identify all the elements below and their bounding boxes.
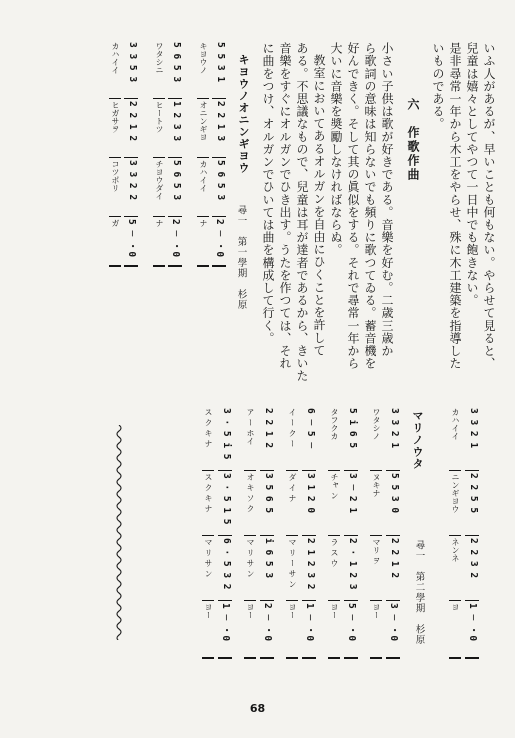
measure: 2 1 2 3 2 [302,535,316,600]
measure: 5 i 6 5 [347,408,358,449]
measure: 5 5 3 0 [386,470,400,535]
song2-staff1-lyrics [449,408,461,659]
song1-staff1-lyrics [197,42,209,267]
measure: 3 3 2 1 [389,408,400,449]
measure: 2 2 1 2 [263,408,274,449]
lyric: マ リ サ ン [202,535,214,600]
song2-staff5-lyrics [244,408,256,659]
wavy-divider [113,425,125,640]
song1-staff2-lyrics [153,42,165,267]
measure: 3 3 2 2 [124,157,138,216]
section-line-7: 音樂をすぐにオルガンでひき出す。うたを作つては、それ [278,42,292,370]
measure: 5 5 3 1 [215,42,226,83]
section-line-5: 教室においてあるオルガンを自由にひくことを許して [312,54,326,357]
song2-staff2-lyrics [370,408,382,659]
lyric: ス ク キ ナ [204,408,213,448]
song1-staff3-notes [124,42,138,267]
measure: 3 ─ ・0 [386,600,400,659]
section-line-8: に曲をつけ、オルガンでひいては曲を構成して行く。 [261,42,275,345]
section-line-4: 大いに音樂を奬勵しなければならぬ。 [329,42,343,257]
measure: i 6 5 3 [260,535,274,600]
measure: 1 ─ ・0 [302,600,316,659]
song2-staff6-lyrics [202,408,214,659]
measure: 3 ─ 2 1 [344,470,358,535]
lyric: ヌキナ [370,470,382,535]
section-line-2: ら歌詞の意味は知らないでも頻りに歌つてゐる。蓄音機を [363,42,377,370]
measure: 6 ─ 5 ─ [305,408,316,449]
lyric: ヨ [449,600,461,659]
measure: 6 · 5 3 2 [218,535,232,600]
section-heading: 六 作歌作曲 [406,98,420,182]
song2-staff3-notes [344,408,358,659]
lyric: ヨー [328,600,340,659]
lyric: ダ イ ナ [286,470,298,535]
lyric: カハイイ [197,157,209,216]
lyric: ヒガサヲ [109,98,121,157]
song1-staff2-notes [168,42,182,267]
measure: 3 1 2 0 [302,470,316,535]
song2-title: マリノウタ [411,410,424,470]
lyric: カハイイ [451,408,460,440]
lyric: ラ ス ウ [328,535,340,600]
intro-line-1: いふ人があるが、早いことも何もない。やらせて見ると、 [482,42,496,370]
song2-staff5-notes [260,408,274,659]
lyric: ヨー [286,600,298,659]
lyric: タフクカ [330,408,339,440]
song2-staff4-lyrics [286,408,298,659]
measure: 5 ─ ・0 [344,600,358,659]
lyric: マ リ ー サ ン [286,535,298,600]
measure: 3 3 2 1 [468,408,479,449]
song1-title: キヨウノオニンギヨウ [237,54,250,174]
song2-staff3-lyrics [328,408,340,659]
measure: 1 ─ ・0 [218,600,232,659]
song1-byline: 尋一 第一學期 杉原 [235,205,247,310]
measure: 2 · 1 2 3 [344,535,358,600]
measure: 5 6 5 3 [168,157,182,216]
lyric: チャ ン [328,470,340,535]
lyric: ス ク キ ナ [202,470,214,535]
lyric: ニンギヨウ [449,470,461,535]
lyric: マ リ サ ン [244,535,256,600]
measure: 2 ─ ・0 [260,600,274,659]
lyric: チヨウダイ [153,157,165,216]
lyric: ネンネ [449,535,461,600]
song1-staff1-notes [212,42,226,267]
intro-line-4: いものである。 [431,42,445,131]
measure: 1 2 3 3 [168,98,182,157]
measure: 5 ─ ・0 [124,216,138,267]
song1-staff3-lyrics [109,42,121,267]
intro-line-3: 是非尋常一年から木工をやらせ、殊に木工建築を指導した [448,42,462,370]
intro-line-2: 兒童は嬉々としてやつて一日中でも飽きない。 [465,42,479,307]
measure: 3 · 5 1 5 [218,470,232,535]
lyric: ヨー [244,600,256,659]
measure: 2 ─ ・0 [212,216,226,267]
section-line-3: 好んできく。そして其の眞似をする。それで尋常一年から [346,42,360,370]
lyric: ヒートツ [153,98,165,157]
measure: 1 ─ ・0 [465,600,479,659]
measure: 2 2 5 5 [465,470,479,535]
lyric: ア ー ホイ [246,408,255,446]
song2-staff2-notes [386,408,400,659]
lyric: ナ [197,216,209,267]
lyric: ナ [153,216,165,267]
song2-byline: 尋一 第二學期 杉原 [413,540,425,645]
measure: 3 · 5 i 5 [221,408,232,460]
song2-staff6-notes [218,408,232,659]
measure: 2 2 1 3 [212,98,226,157]
lyric: ヨー [370,600,382,659]
song2-staff1-notes [465,408,479,659]
measure: 2 2 1 2 [124,98,138,157]
section-line-6: ある。不思議なもので、兒童は耳が達者であるから、きいた [295,42,309,383]
measure: 3 5 6 5 [260,470,274,535]
lyric: オニンギヨ [197,98,209,157]
lyric: キヨウノ [199,42,208,74]
measure: 5 6 5 3 [171,42,182,83]
lyric: カハイイ [111,42,120,74]
section-line-1: 小さい子供は歌が好きである。音樂を好む。二歳三歳か [380,42,394,357]
lyric: イ ー ク ー [288,408,297,448]
lyric: コツポリ [109,157,121,216]
lyric: ワタシノ [372,408,381,440]
lyric: ヨー [202,600,214,659]
measure: 2 ─ ・0 [168,216,182,267]
measure: 5 6 5 3 [212,157,226,216]
measure: 2 2 1 2 [386,535,400,600]
measure: 3 3 5 3 [127,42,138,83]
lyric: ワタシニ [155,42,164,74]
song2-staff4-notes [302,408,316,659]
lyric: マリ ヲ [370,535,382,600]
measure: 2 2 3 2 [465,535,479,600]
lyric: ガ [109,216,121,267]
page-number: 68 [249,702,266,715]
lyric: オ キ ソ ク [244,470,256,535]
